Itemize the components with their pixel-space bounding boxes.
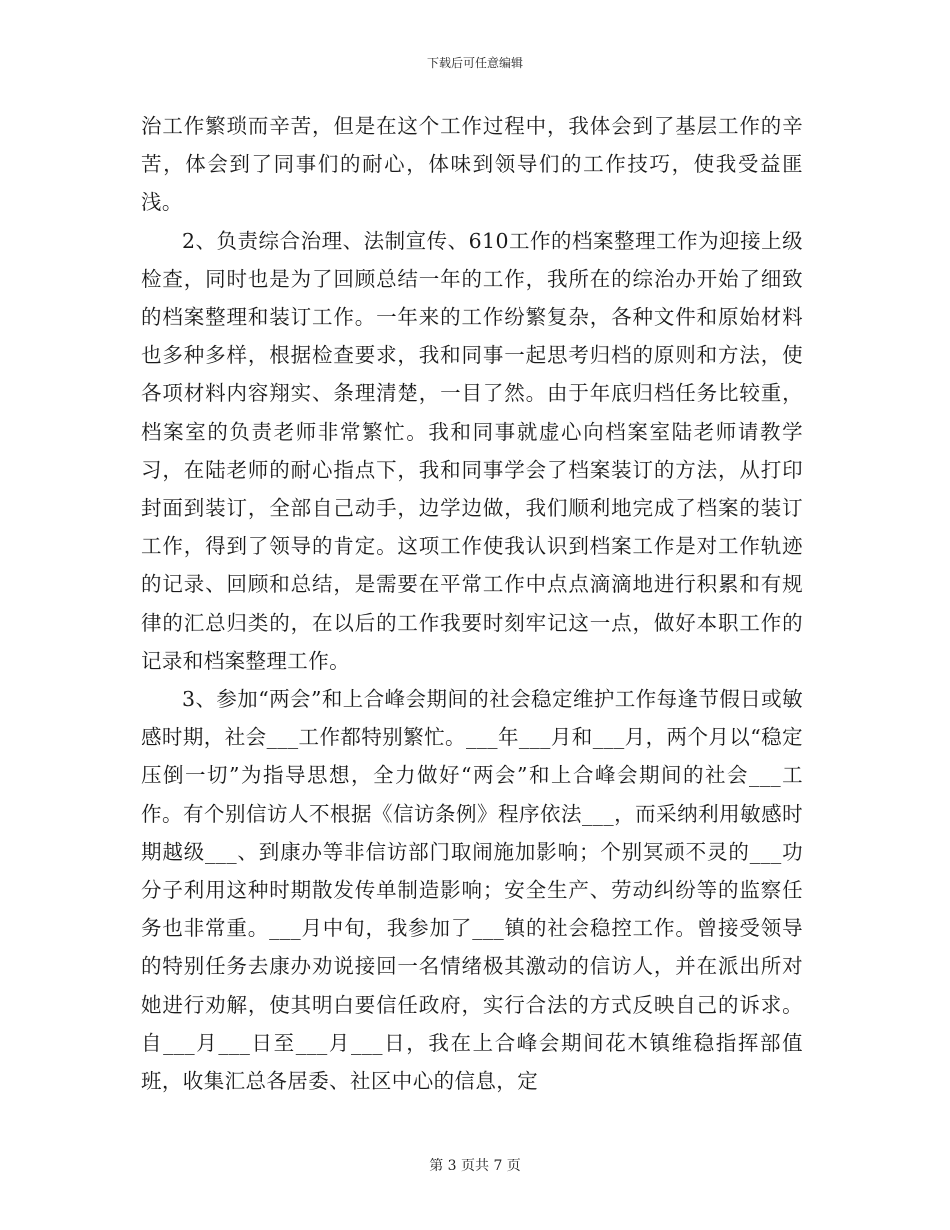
paragraph-continuation: 治工作繁琐而辛苦，但是在这个工作过程中，我体会到了基层工作的辛苦，体会到了同事们的耐心，体味到领导们的工作技巧，使我受益匪浅。	[141, 114, 803, 215]
paragraph-stability-work: 3、参加“两会”和上合峰会期间的社会稳定维护工作每逢节假日或敏感时期，社会___工作都特别繁忙。___年___月和___月，两个月以“稳定压倒一切”为指导思想，全力做好“两会”和上合峰会期间的社会___工作。有个别信访人不根据《信访条例》程序依法___，而采纳利用敏感时期越级___、到康办等非信访部门取闹施加影响；个别冥顽不灵的___功分子利用这种时期散发传单制造影响；安全生产、劳动纠纷等的监察任务也非常重。___月中旬，我参加了___镇的社会稳控工作。曾接受领导的特别任务去康办劝说接回一名情绪极其激动的信访人，并在派出所对她进行劝解，使其明白要信任政府，实行合法的方式反映自己的诉求。自___月___日至___月___日，我在上合峰会期间花木镇维稳指挥部值班，收集汇总各居委、社区中心的信息，定	[141, 687, 803, 1094]
document-body	[141, 107, 803, 1100]
paragraph-archive-work: 2、负责综合治理、法制宣传、610工作的档案整理工作为迎接上级检查，同时也是为了回顾总结一年的工作，我所在的综治办开始了细致的档案整理和装订工作。一年来的工作纷繁复杂，各种文件和原始材料也多种多样，根据检查要求，我和同事一起思考归档的原则和方法，使各项材料内容翔实、条理清楚，一目了然。由于年底归档任务比较重，档案室的负责老师非常繁忙。我和同事就虚心向档案室陆老师请教学习，在陆老师的耐心指点下，我和同事学会了档案装订的方法，从打印封面到装订，全部自己动手，边学边做，我们顺利地完成了档案的装订工作，得到了领导的肯定。这项工作使我认识到档案工作是对工作轨迹的记录、回顾和总结，是需要在平常工作中点点滴滴地进行积累和有规律的汇总归类的，在以后的工作我要时刻牢记这一点，做好本职工作的记录和档案整理工作。	[141, 228, 803, 673]
page-footer: 第 3 页共 7 页	[429, 1158, 521, 1174]
page-header: 下载后可任意编辑	[426, 56, 523, 70]
